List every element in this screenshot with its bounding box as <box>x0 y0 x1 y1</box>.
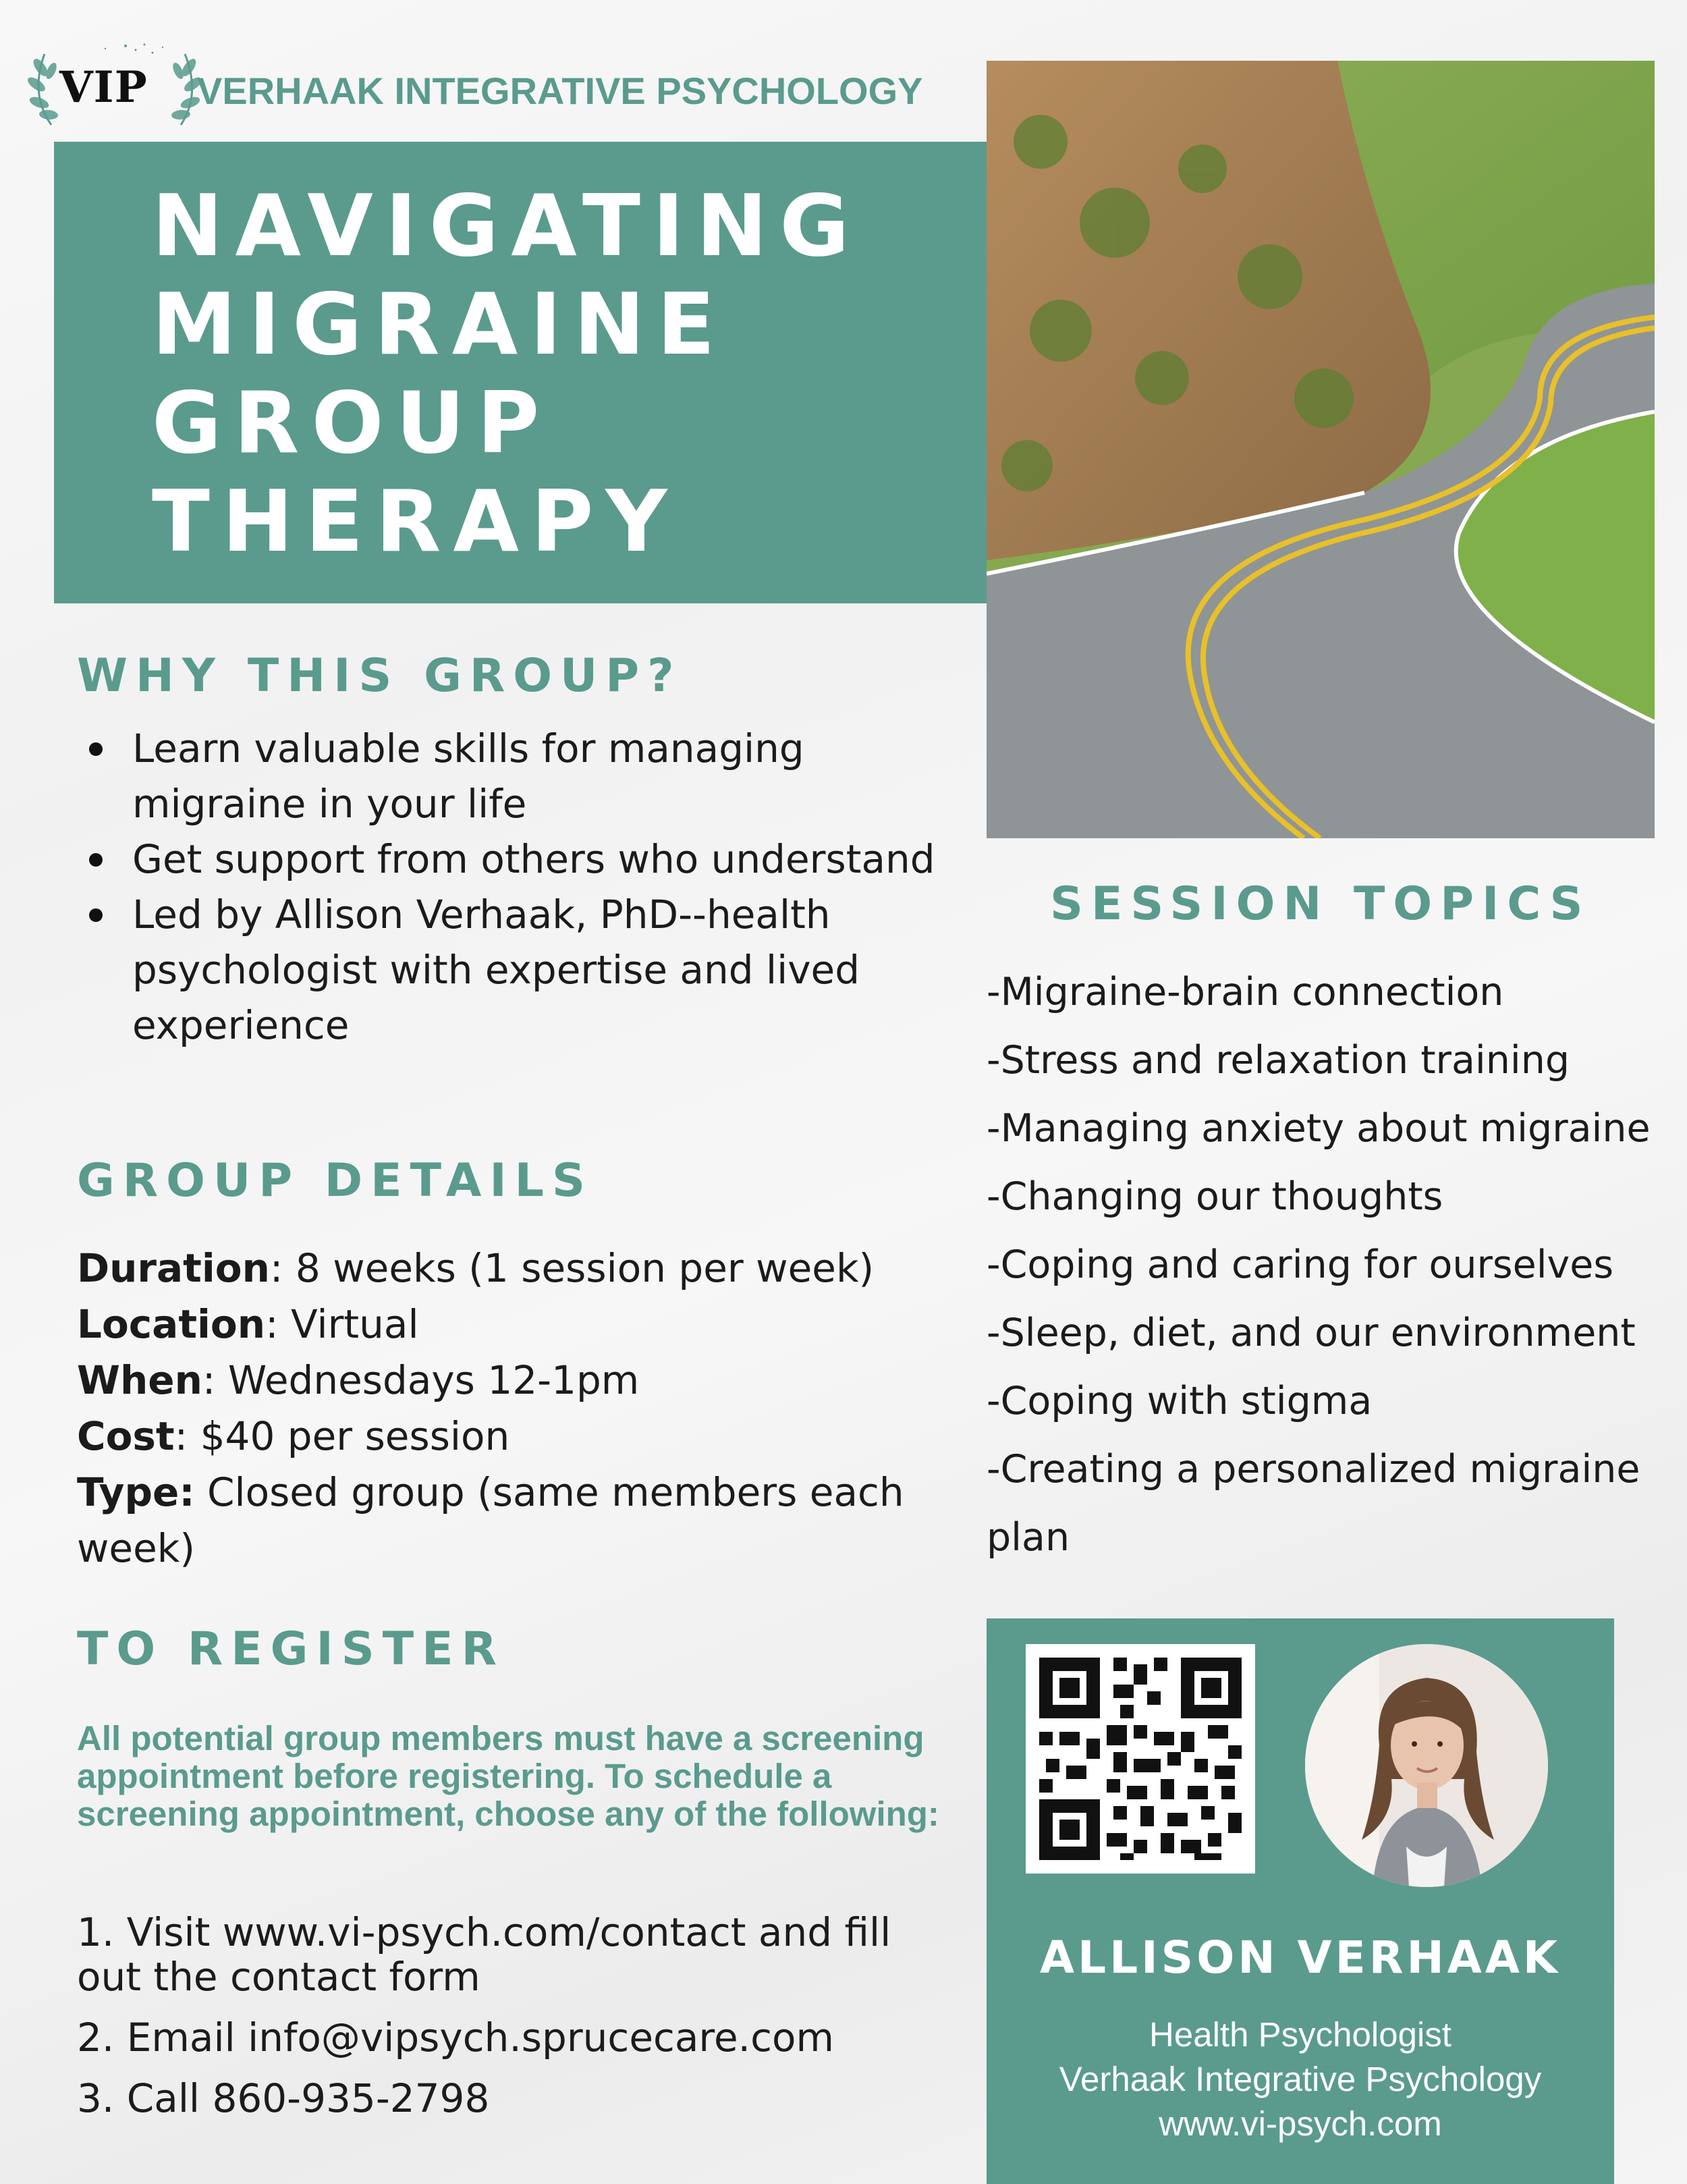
register-note: All potential group members must have a screening appointment before registering. To schedule a screening appointment, choose any of the following: <box>77 1719 939 1833</box>
detail-sep: : <box>265 1301 279 1347</box>
topics-list <box>987 958 1668 1572</box>
register-options <box>77 1910 954 2137</box>
why-heading: WHY THIS GROUP? <box>77 649 682 703</box>
topic-item: -Stress and relaxation training <box>987 1038 1570 1083</box>
detail-row <box>77 1353 941 1409</box>
topics-heading: SESSION TOPICS <box>1050 877 1591 931</box>
topic-item: -Changing our thoughts <box>987 1174 1443 1219</box>
topic-item: -Managing anxiety about migraine <box>987 1106 1651 1151</box>
register-option-website: 1. Visit www.vi-psych.com/contact and fill out the contact form <box>77 1909 891 2000</box>
list-item: Led by Allison Verhaak, PhD--health psychologist with expertise and lived experience <box>132 887 983 1053</box>
title-line: NAVIGATING <box>152 176 862 275</box>
winding-road-photo <box>987 61 1655 838</box>
topic-item: -Coping with stigma <box>987 1379 1373 1423</box>
detail-key: When <box>77 1357 202 1403</box>
detail-row <box>77 1296 941 1353</box>
logo-text: VIP <box>59 62 148 113</box>
details-heading: GROUP DETAILS <box>77 1154 593 1207</box>
detail-row <box>77 1409 941 1465</box>
detail-key: Cost <box>77 1413 175 1459</box>
profile-org: Verhaak Integrative Psychology <box>1059 2060 1542 2098</box>
title-line: MIGRAINE <box>152 275 727 374</box>
topic-item: -Migraine-brain connection <box>987 970 1504 1014</box>
topic-item: -Coping and caring for ourselves <box>987 1243 1614 1287</box>
profile-role: Health Psychologist <box>1149 2015 1451 2054</box>
brand-name: VERHAAK INTEGRATIVE PSYCHOLOGY <box>197 70 923 112</box>
detail-value: Virtual <box>278 1301 419 1347</box>
detail-value: 8 weeks (1 session per week) <box>283 1245 875 1291</box>
list-item: Get support from others who understand <box>132 831 983 887</box>
detail-value: $40 per session <box>188 1413 510 1459</box>
why-list <box>74 721 983 1053</box>
profile-website-link[interactable]: www.vi-psych.com <box>1159 2104 1442 2143</box>
topic-item: -Creating a personalized migraine plan <box>987 1447 1640 1560</box>
detail-row <box>77 1465 941 1577</box>
qr-code-icon[interactable] <box>1026 1644 1255 1874</box>
register-heading: TO REGISTER <box>77 1622 505 1676</box>
detail-value: Wednesdays 12-1pm <box>215 1357 640 1403</box>
detail-sep: : <box>202 1357 216 1403</box>
detail-key: Location <box>77 1301 266 1347</box>
detail-sep: : <box>174 1413 188 1459</box>
title-line: GROUP <box>152 373 552 472</box>
page-title <box>152 177 975 571</box>
register-option-phone: 3. Call 860-935-2798 <box>77 2075 490 2121</box>
profile-name: ALLISON VERHAAK <box>1039 1932 1561 1984</box>
avatar <box>1305 1644 1548 1887</box>
detail-key: Type: <box>77 1469 195 1515</box>
detail-sep: : <box>269 1245 283 1291</box>
list-item: Learn valuable skills for managing migraine in your life <box>132 721 983 831</box>
detail-value: Closed group (same members each week) <box>77 1469 904 1571</box>
title-line: THERAPY <box>152 472 680 571</box>
detail-key: Duration <box>77 1245 270 1291</box>
profile-details <box>987 2013 1614 2146</box>
register-option-email: 2. Email info@vipsych.sprucecare.com <box>77 2015 834 2060</box>
detail-row <box>77 1240 941 1296</box>
topic-item: -Sleep, diet, and our environment <box>987 1311 1636 1355</box>
details-list <box>77 1240 941 1577</box>
